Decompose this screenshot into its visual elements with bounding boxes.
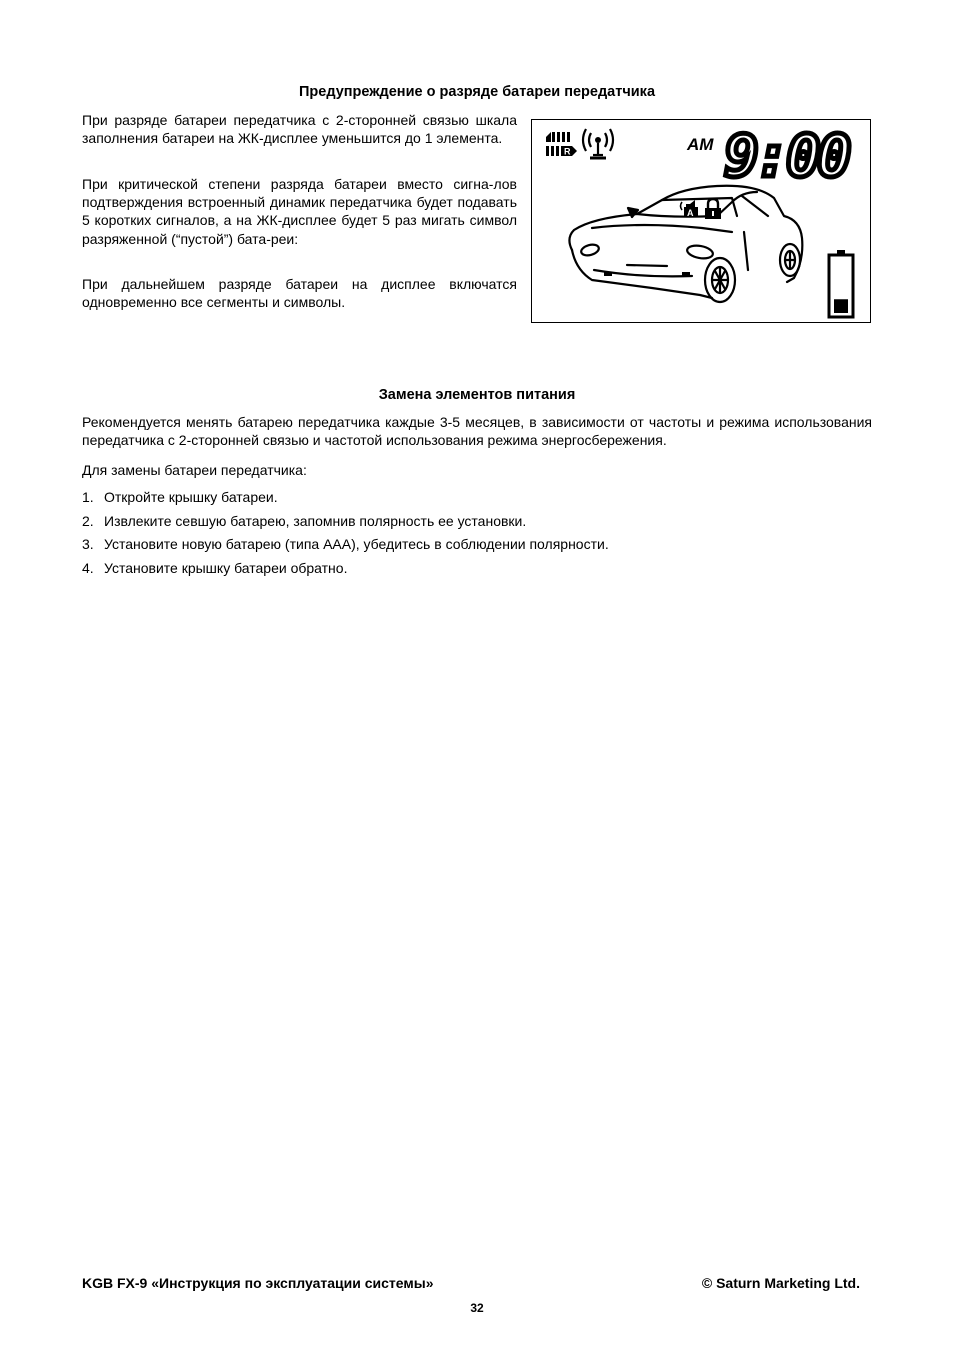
lock-icon xyxy=(705,199,721,219)
svg-text:R: R xyxy=(564,146,571,157)
list-item: 3. Установите новую батарею (типа AAA), убедитесь в соблюдении полярности. xyxy=(82,536,609,552)
page-number: 32 xyxy=(470,1301,484,1315)
lcd-display-figure xyxy=(531,119,871,323)
speaker-icon xyxy=(681,200,699,218)
replacement-lead: Для замены батареи передатчика: xyxy=(82,462,307,478)
battery-level-fill xyxy=(834,299,848,313)
antenna-icon xyxy=(583,129,613,158)
am-label: AM xyxy=(687,135,714,154)
list-item: 1. Откройте крышку батареи. xyxy=(82,489,278,505)
list-item: 4. Установите крышку батареи обратно. xyxy=(82,559,348,576)
paragraph-2: При критической степени разряда батареи вместо сигна-лов подтверждения встроенный динамик передатчика будет подавать 5 коротких сигналов, а на ЖК-дисплее будет 5 раз мигать символ разряженной (“пустой”) бата-реи: xyxy=(82,176,517,247)
footer-title: KGB FX-9 «Инструкция по эксплуатации системы» xyxy=(82,1275,434,1291)
signal-bars-icon xyxy=(546,132,577,157)
list-item: 2. Извлеките севшую батарею, запомнив полярность ее установки. xyxy=(82,512,527,529)
car-icon xyxy=(569,186,802,302)
clock-time: 9:00 xyxy=(724,122,848,190)
replacement-intro: Рекомендуется менять батарею передатчика каждые 3-5 месяцев, в зависимости от частоты и режима использования передатчика с 2-сторонней связью и частотой использования режима энергосбережения. xyxy=(82,414,872,449)
paragraph-1: При разряде батареи передатчика с 2-сторонней связью шкала заполнения батареи на ЖК-дисплее уменьшится до 1 элемента. xyxy=(82,112,517,147)
section-title-battery-replacement: Замена элементов питания xyxy=(378,387,576,403)
svg-text:A: A xyxy=(687,208,694,218)
footer-copyright: © Saturn Marketing Ltd. xyxy=(701,1275,860,1291)
replacement-steps xyxy=(82,488,609,582)
section-title-battery-warning: Предупреждение о разряде батареи передатчика xyxy=(298,84,656,100)
paragraph-3: При дальнейшем разряде батареи на дисплее включатся одновременно все сегменты и символы. xyxy=(82,276,517,311)
battery-icon xyxy=(829,250,853,317)
